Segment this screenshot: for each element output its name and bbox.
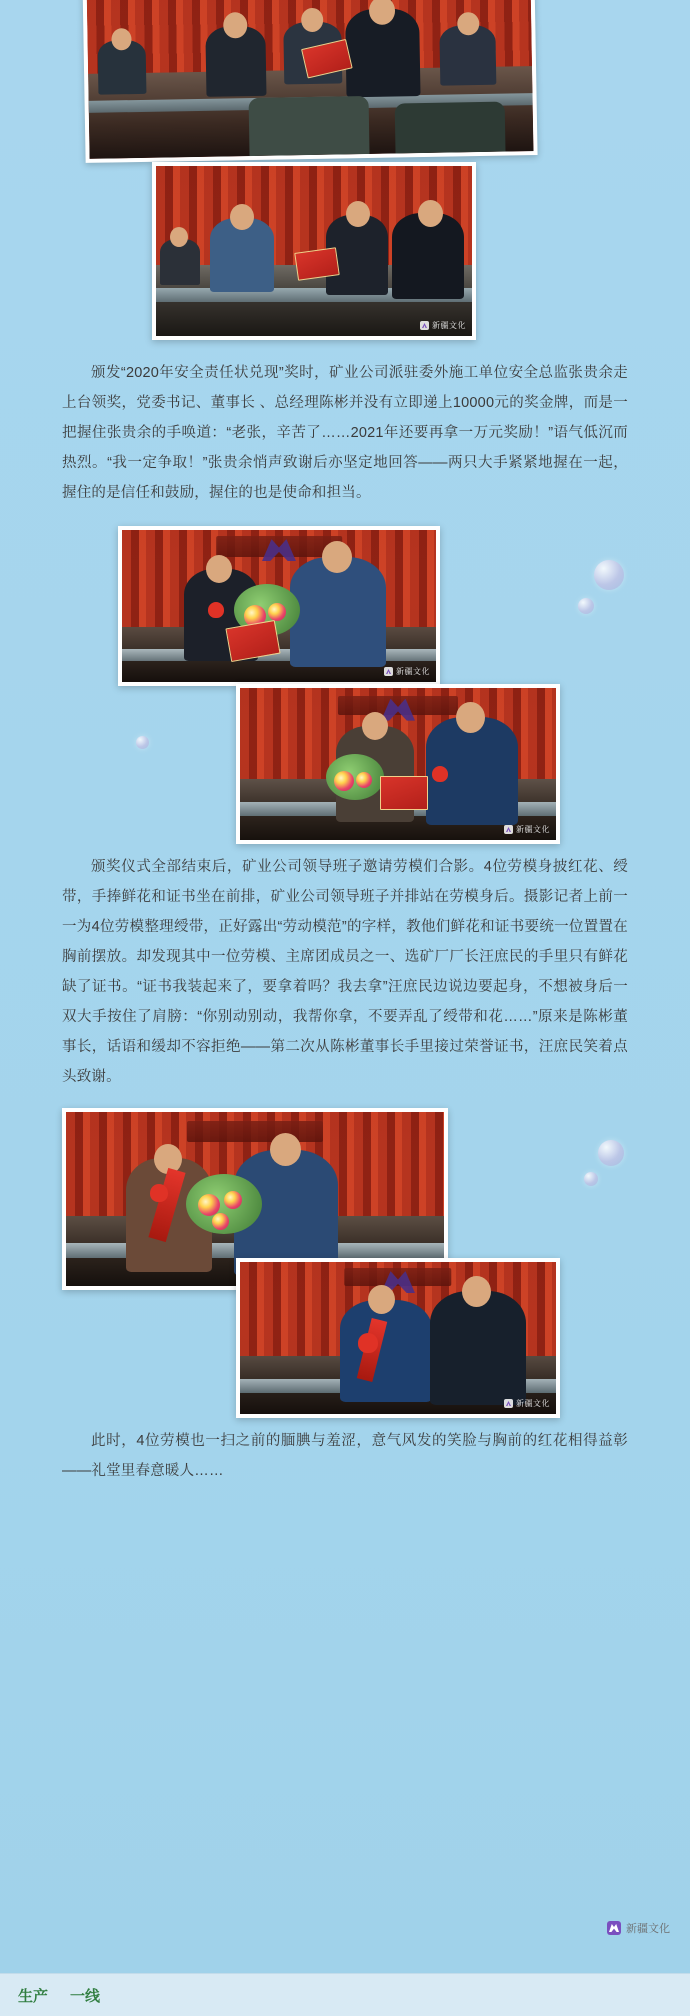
- decorative-bubble: [594, 560, 624, 590]
- photo-certificate-handover: [152, 162, 476, 340]
- photo-inner: [240, 688, 556, 840]
- person-head: [456, 702, 485, 733]
- photo-two-models-stage: [236, 684, 560, 844]
- person-head: [170, 227, 188, 247]
- photo-sash-adjusting: [236, 1258, 560, 1418]
- footer-bar: [0, 1973, 690, 2016]
- watermark-logo-icon: [384, 667, 393, 676]
- person-figure: [340, 1300, 432, 1402]
- red-flower-badge: [358, 1333, 378, 1353]
- decorative-bubble: [136, 736, 149, 749]
- chair-foreground: [395, 102, 506, 154]
- photo-inner: [86, 0, 533, 159]
- photo-scene: [156, 166, 472, 336]
- watermark-logo-icon: [504, 825, 513, 834]
- watermark-label: 新疆文化: [432, 321, 466, 330]
- watermark-logo-icon: [420, 321, 429, 330]
- watermark-logo-icon: [504, 1399, 513, 1408]
- footer-tag-list: [18, 1985, 100, 2006]
- photo-inner: [122, 530, 436, 682]
- watermark-label: 新疆文化: [396, 667, 430, 676]
- photo-watermark: [504, 1398, 550, 1409]
- person-head: [362, 712, 388, 740]
- person-figure: [430, 1291, 526, 1405]
- photo-watermark: [384, 666, 430, 677]
- photo-scene: [240, 688, 556, 840]
- person-head: [462, 1276, 491, 1307]
- award-certificate: [380, 776, 428, 810]
- footer-tag-production[interactable]: 生产: [18, 1988, 49, 2005]
- decorative-bubble: [598, 1140, 624, 1166]
- watermark-label: 新疆文化: [516, 1399, 550, 1408]
- chair-foreground: [249, 96, 370, 156]
- footer-tag-frontline[interactable]: 一线: [70, 1988, 101, 2005]
- decorative-bubble: [584, 1172, 598, 1186]
- person-head: [270, 1133, 301, 1166]
- paragraph-1: 颁发“2020年安全责任状兑现”奖时，矿业公司派驻委外施工单位安全总监张贵余走上台领奖，党委书记、董事长 、总经理陈彬并没有立即递上10000元的奖金牌，而是一把握住张贵余的手唤道：“老张，辛苦了……2021年还要再拿一万元奖励！”语气低沉而热烈。“我一定争取！”张贵余悄声致谢后亦坚定地回答——两只大手紧紧地握在一起，握住的是信任和鼓励，握住的也是使命和担当。: [62, 365, 628, 501]
- photo-watermark: [420, 320, 466, 331]
- photo-flowers-congrats: [118, 526, 440, 686]
- footer-watermark: [607, 1920, 670, 1936]
- person-head: [230, 204, 254, 230]
- person-head: [418, 200, 443, 227]
- person-head: [368, 1285, 395, 1314]
- red-flower-badge: [432, 766, 448, 782]
- red-flower-badge: [150, 1184, 168, 1202]
- person-head: [206, 555, 232, 583]
- photo-scene: [122, 530, 436, 682]
- person-head: [457, 12, 479, 35]
- person-head: [223, 12, 247, 38]
- person-figure: [290, 557, 386, 667]
- photo-inner: [240, 1262, 556, 1414]
- watermark-logo-icon: [607, 1921, 621, 1935]
- stage-banner: [187, 1121, 323, 1142]
- red-flower-badge: [208, 602, 224, 618]
- decorative-bubble: [578, 598, 594, 614]
- photo-scene: [86, 0, 533, 159]
- person-head: [322, 541, 352, 573]
- photo-watermark: [504, 824, 550, 835]
- photo-handshake-award: [82, 0, 537, 163]
- photo-inner: [156, 166, 472, 336]
- footer-watermark-label: 新疆文化: [626, 1923, 670, 1935]
- stage-banner: [338, 696, 458, 716]
- photo-scene: [240, 1262, 556, 1414]
- watermark-label: 新疆文化: [516, 825, 550, 834]
- paragraph-3: 此时，4位劳模也一扫之前的腼腆与羞涩，意气风发的笑脸与胸前的红花相得益彰——礼堂里春意暖人……: [62, 1433, 628, 1479]
- paragraph-2: 颁奖仪式全部结束后，矿业公司领导班子邀请劳模们合影。4位劳模身披红花、绶带，手捧鲜花和证书坐在前排，矿业公司领导班子并排站在劳模身后。摄影记者上前一一为4位劳模整理绶带，正好露出“劳动模范”的字样，教他们鲜花和证书要统一位置置在胸前摆放。却发现其中一位劳模、主席团成员之一、选矿厂厂长汪庶民的手里只有鲜花缺了证书。“证书我装起来了，要拿着吗？我去拿”汪庶民边说边要起身，不想被身后一双大手按住了肩膀：“你别动别动，我帮你拿，不要弄乱了绶带和花……”原来是陈彬董事长，话语和缓却不容拒绝——第二次从陈彬董事长手里接过荣誉证书，汪庶民笑着点头致谢。: [62, 859, 628, 1085]
